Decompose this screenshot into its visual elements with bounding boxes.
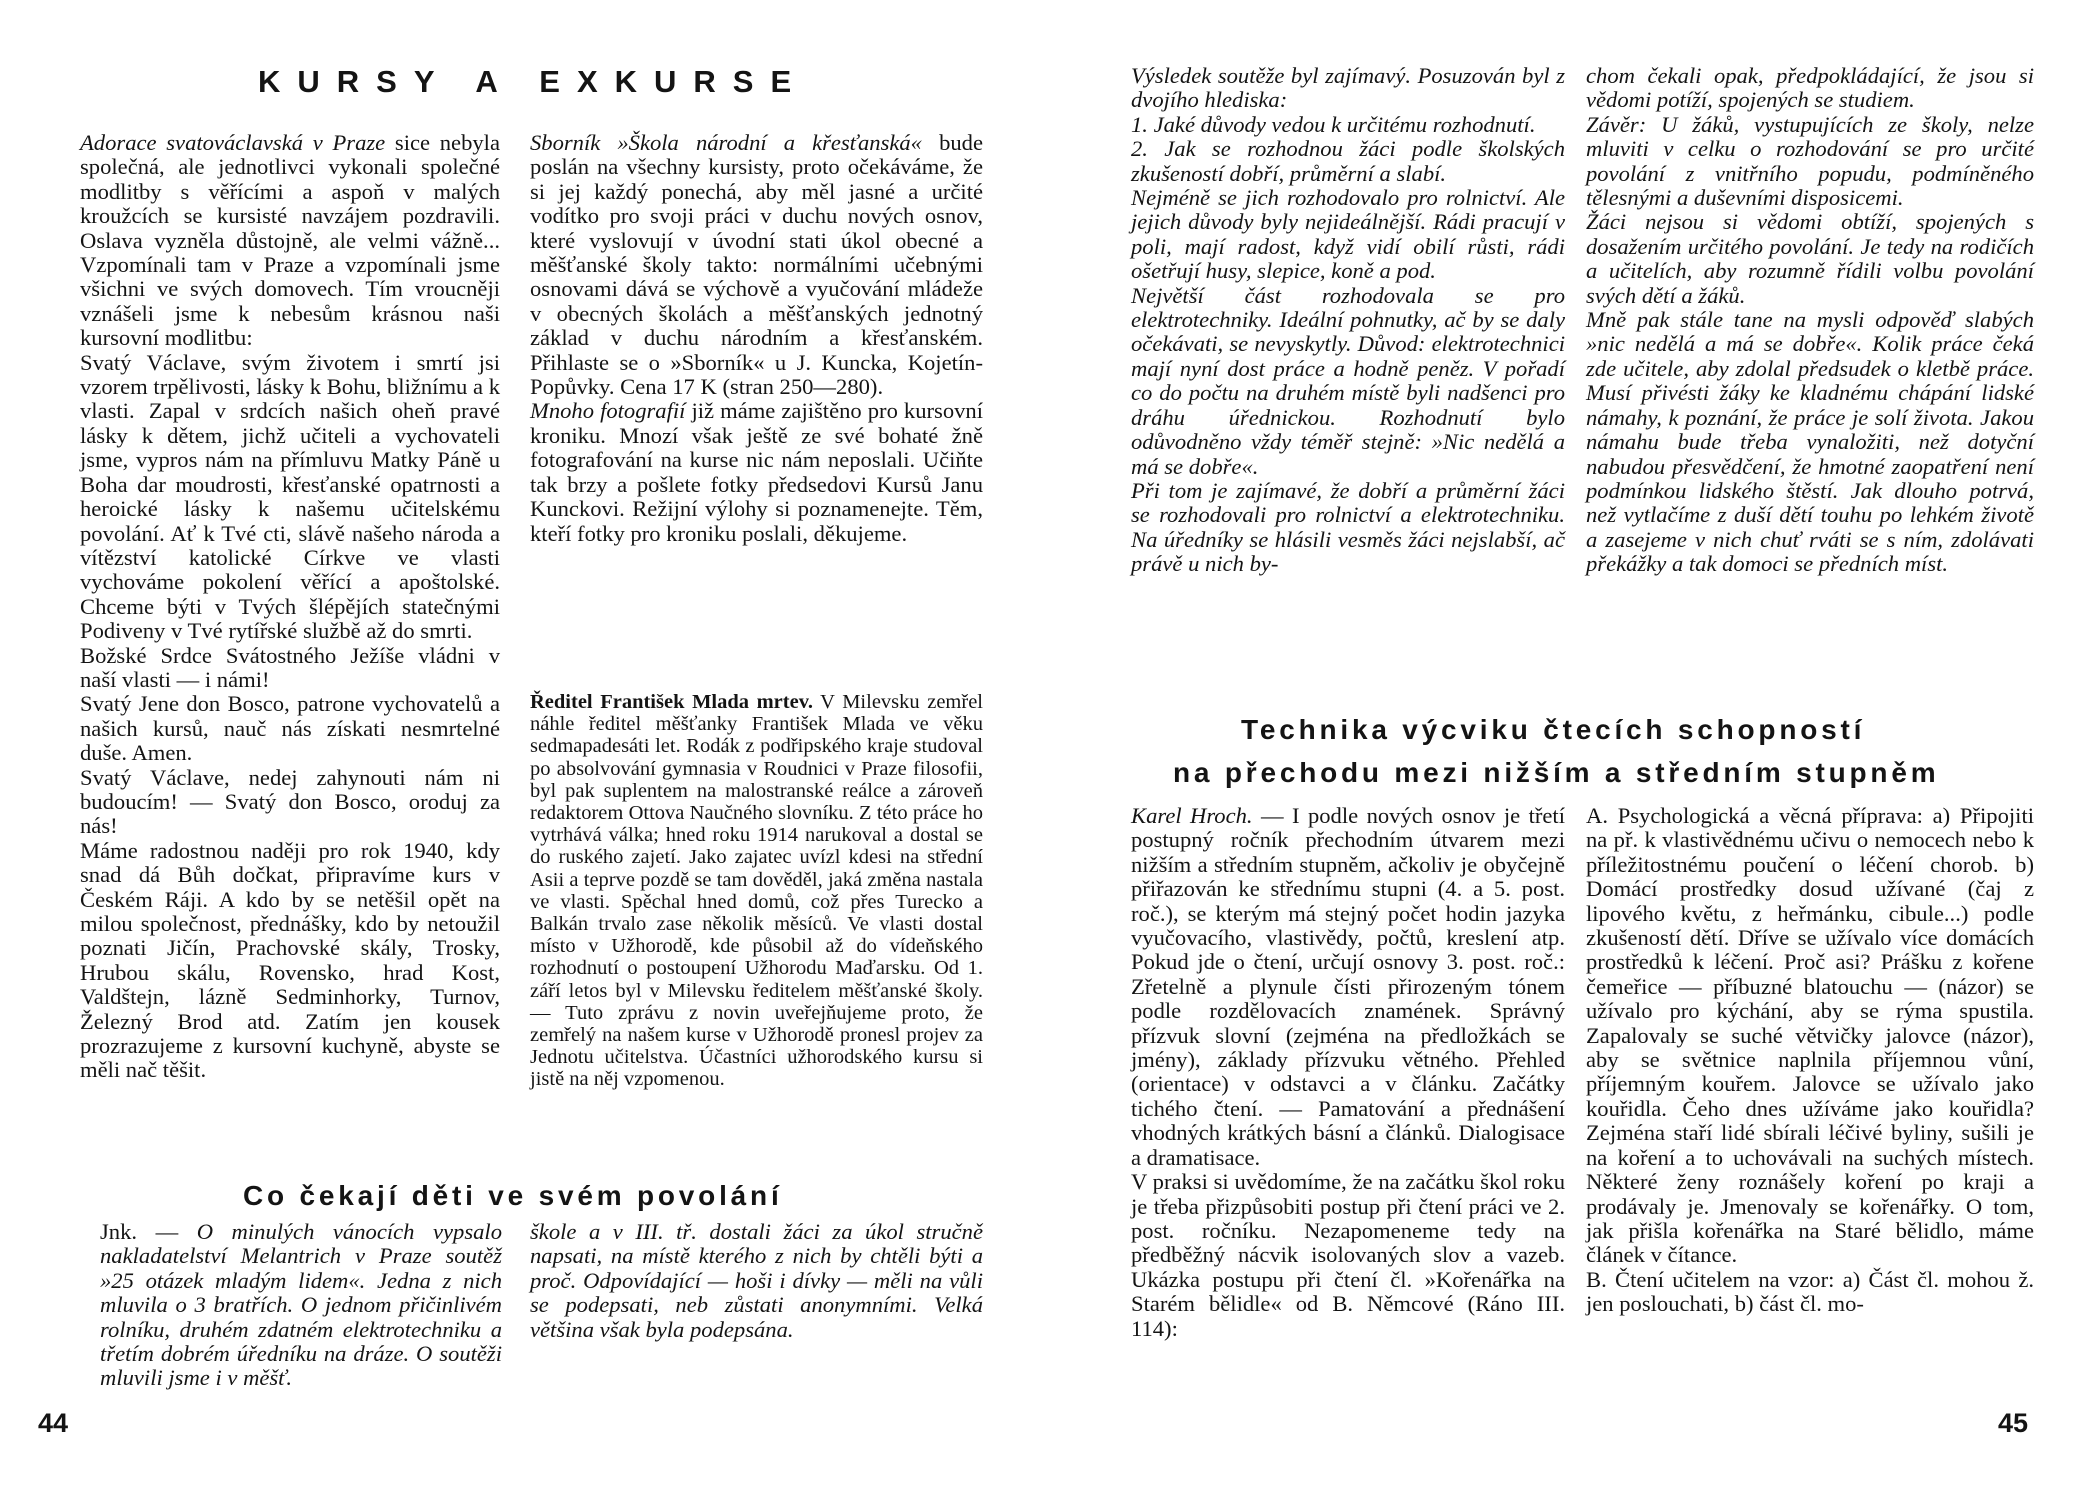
author-hroch: Karel Hroch.: [1131, 803, 1253, 828]
text-fotografie: již máme zajištěno pro kursovní kroniku. Mnozí však ještě ze své bohaté žně fotografování na kurse nic nám neposlali. Učiňte tak brzy a pošlete fotky předsedovi Kursů Janu Kunckovi. Režijní výlohy si poznamenejte. Těm, kteří fotky pro kroniku poslali, děkujeme.: [530, 398, 983, 546]
column-sbornik: [530, 131, 983, 546]
obituary-title: Ředitel František Mlada mrtev.: [530, 691, 813, 713]
column-adorace: [80, 131, 500, 1083]
results-column-1: Výsledek soutěže byl zajímavý. Posuzován byl z dvojího hlediska: 1. Jaké důvody vedou k určitému rozhodnutí. 2. Jak se rozhodnou žáci podle školských zkušeností dobří, průměrní a slabí. Nejméně se jich rozhodovalo pro rolnictví. Ale jejich důvody byly nejideálnější. Rádi pracují v poli, mají radost, když vidí obilí růsti, rádi ošetřují husy, slepice, koně a pod. Největší část rozhodovala se pro elektrotechniky. Ideální pohnutky, ač by se daly očekávati, se nevyskytly. Důvod: elektrotechnici mají nyní dost práce a hodně peněz. V pořadí co do počtu na druhém místě byli nadšenci pro dráhu úřednickou. Rozhodnutí bylo odůvodněno vždy téměř stejně: »Nic nedělá a má se dobře«. Při tom je zajímavé, že dobří a průměrní žáci se rozhodovali pro rolnictví a elektrotechniku. Na úředníky se hlásili vesměs žáci nejslabší, ač právě u nich by-: [1131, 63, 1565, 577]
lead-fotografie: Mnoho fotografií: [530, 398, 686, 424]
obituary-text: V Milevsku zemřel náhle ředitel měšťanky František Mlada ve věku sedmapadesáti let. Rodák z podřipského kraje studoval po absolvování gymnasia v Roudnici v Praze filosofii, byl pak suplentem na malostranské reálce a zároveň redaktorem Ottova Naučného slovníku. Z této práce ho vytrhává válka; hned roku 1914 narukoval a dostal se do ruského zajetí. Jako zajatec uvízl kdesi na střední Asii a teprve pozdě se tam dověděl, jaká změna nastala ve vlasti. Spěchal hned domů, což přes Turecko a Balkán trvalo zase několik měsíců. Ve vlasti dostal místo v Užhorodě, kde působil až do vídeňského rozhodnutí o postoupení Užhorodu Maďarsku. Od 1. září letos byl v Milevsku ředitelem měšťanské školy. — Tuto zprávu z novin uveřejňujeme proto, že zemřelý na našem kurse v Užhorodě pronesl projev za Jednotu učitelstva. Účastníci užhorodského kursu si jistě na něj vzpomenou.: [530, 691, 983, 1091]
right-page: [1041, 0, 2082, 1500]
page-number-right: 45: [1998, 1408, 2029, 1438]
author-jnk: Jnk. —: [100, 1219, 179, 1244]
lead-sbornik: Sborník »Škola národní a křesťanská«: [530, 130, 922, 155]
technika-text-1: — I podle nových osnov je třetí postupný ročník přechodním útvarem mezi nižším a středním stupněm, ačkoliv je obyčejně přiřazován ke střednímu stupni (4. a 5. post. roč.), se kterým má stejný počet hodin jazyka vyučovacího, vlastivědy, počtů, kreslení atp. Pokud jde o čtení, určují osnovy 3. post. roč.: Zřetelně a plynule čísti přirozeným tónem podle rozdělovacích znamének. Správný přízvuk slovní (zejména na předložkách se jmény), základy přízvuku větného. Přehled (orientace) v odstavci a v článku. Začátky tichého čtení. — Pamatování a přednášení vhodných krátkých básní a článků. Dialogisace a dramatisace. V praksi si uvědomíme, že na začátku škol roku je třeba přizpůsobiti postup při čtení práci ve 2. post. ročníku. Nezapomeneme tedy na předběžný nácvik isolovaných slov a vazeb. Ukázka postupu při čtení čl. »Kořenářka na Starém bělidle« od B. Němcové (Ráno III. 114):: [1131, 803, 1565, 1341]
text-adorace: sice nebyla společná, ale jednotlivci vykonali společné modlitby s věřícími a aspoň v malých kroužcích se kursisté navzájem pozdravili. Oslava vyzněla důstojně, ale velmi vážně... Vzpomínali tam v Praze a vzpomínali jsme všichni ve svých domovech. Tím vroucněji vznášeli jsme k nebesům krásnou naši kursovní modlitbu: Svatý Václave, svým životem i smrtí jsi vzorem trpělivosti, lásky k Bohu, bližnímu a k vlasti. Zapal v srdcích našich oheň pravé lásky k dětem, jichž učiteli a vychovateli jsme, vypros nám na přímluvu Matky Páně u Boha dar moudrosti, křesťanské opatrnosti a heroické lásky k našemu učitelskému povolání. Ať k Tvé cti, slávě našeho národa a vítězství katolické Církve ve vlasti vychováme pokolení věřící a apoštolské. Chceme býti v Tvých šlépějích statečnými Podiveny v Tvé rytířské službě až do smrti. Božské Srdce Svátostného Ježíše vládni v naší vlasti — i námi! Svatý Jene don Bosco, patrone vychovatelů a našich kursů, nauč nás získati nesmrtelné duše. Amen. Svatý Václave, nedej zahynouti nám ni budoucím! — Svatý don Bosco, oroduj za nás! Máme radostnou naději pro rok 1940, kdy snad dá Bůh dočkat, připravíme kurs v Českém Ráji. A kdo by se netěšil opět na milou společnost, přednášky, kdo by netoužil poznati Jičín, Prachovské skály, Trosky, Hrubou skálu, Rovensko, hrad Kost, Valdštejn, lázně Sedminhorky, Turnov, Železný Brod atd. Zatím jen kousek prozrazujeme z kursovní kuchyně, abyste se měli nač těšit.: [80, 130, 500, 1083]
section-heading-kursy: KURSY A EXKURSE: [258, 64, 809, 99]
heading-technika-line1: Technika výcviku čtecích schopností: [1241, 714, 1866, 745]
page-number-left: 44: [38, 1408, 69, 1438]
technika-column-1: [1131, 804, 1565, 1341]
article-bottom-right: škole a v III. tř. dostali žáci za úkol stručně napsati, na místě kterého z nich by chtěli býti a proč. Odpovídající — hoši i dívky — měli na vůli se podepsati, neb zůstati anonymními. Velká většina však byla podepsána.: [530, 1219, 983, 1342]
lead-adorace: Adorace svatováclavská v Praze: [80, 130, 386, 155]
technika-column-2: A. Psychologická a věcná příprava: a) Připojiti na př. k vlastivědnému učivu o nemocech nebo k příležitostnému poučení o léčení chorob. b) Domácí prostředky dosud užívané (čaj z lipového květu, z heřmánku, cibule...) podle zkušeností dětí. Dříve se užívalo více domácích prostředků k léčení. Proč asi? Prášku z kořene čemeřice — příbuzné blatouchu — (názor) se užívalo pro kýchání, aby se rýma spustila. Zapalovaly se suché větvičky jalovce (názor), aby se světnice naplnila příjemnou vůní, příjemným kouřem. Jalovce se užívalo jako kouřidla. Čeho dnes užíváme jako kouřidla? Zejména staří lidé sbírali léčivé byliny, sušili je na koření a to uchovávali na suchých místech. Některé ženy roznášely koření po kraji a prodávaly je. Jmenovaly se kořenářky. O tom, jak přišla kořenářka na Staré bělidlo, máme článek v čítance. B. Čtení učitelem na vzor: a) Část čl. mohou ž. jen poslouchati, b) část čl. mo-: [1586, 803, 2034, 1317]
results-column-2: chom čekali opak, předpokládající, že jsou si vědomi potíží, spojených se studiem. Závěr: U žáků, vystupujících ze školy, nelze mluviti v celku o rozhodování se pro určité povolání z vnitřního popudu, podmíněného tělesnými a duševními disposicemi. Žáci nejsou si vědomi obtíží, spojených s dosažením určitého povolání. Je tedy na rodičích a učitelích, aby rozumně řídili volbu povolání svých dětí a žáků. Mně pak stále tane na mysli odpověď slabých »nic nedělá a má se dobře«. Kolik práce čeká zde učitele, aby zdolal předsudek o kletbě práce. Musí přivésti žáky ke kladnému chápání lidské námahy, k poznání, že práce je solí života. Jakou námahu bude třeba vynaložiti, než dotyční nabudou přesvědčení, že hmotné zaopatření není podmínkou lidského štěstí. Jak dlouho potrvá, než vytlačíme z duší dětí touhu po lehkém životě a zasejeme v nich chuť rváti se s ním, zdolávati překážky a tak domoci se předních míst.: [1586, 63, 2034, 577]
subheading-co-cekaji: Co čekají děti ve svém povolání: [243, 1180, 783, 1211]
obituary: [530, 691, 983, 1091]
text-bottom-left: O minulých vánocích vypsalo nakladatelství Melantrich v Praze soutěž »25 otázek mladým lidem«. Jedna z nich mluvila o 3 bratřích. O jednom přičinlivém rolníku, druhém zdatném elektrotechniku a třetím dobrém úředníku na dráze. O soutěži mluvili jsme i v měšť.: [100, 1219, 503, 1391]
article-bottom-left: [100, 1220, 502, 1391]
text-sbornik: bude poslán na všechny kursisty, proto očekáváme, že si jej každý ponechá, aby měl jasné a určité vodítko pro svoji práci v duchu nových osnov, které vyslovují v úvodní stati úkol obecné a měšťanské školy takto: normálními učebnými osnovami dává se výchově a vyučování mládeže v obecných školách a měšťanských jednotný základ v duchu národním a křesťanském. Přihlaste se o »Sborník« u J. Kuncka, Kojetín-Popůvky. Cena 17 K (stran 250—280).: [530, 130, 983, 400]
heading-technika-line2: na přechodu mezi nižším a středním stupněm: [1173, 757, 1940, 788]
